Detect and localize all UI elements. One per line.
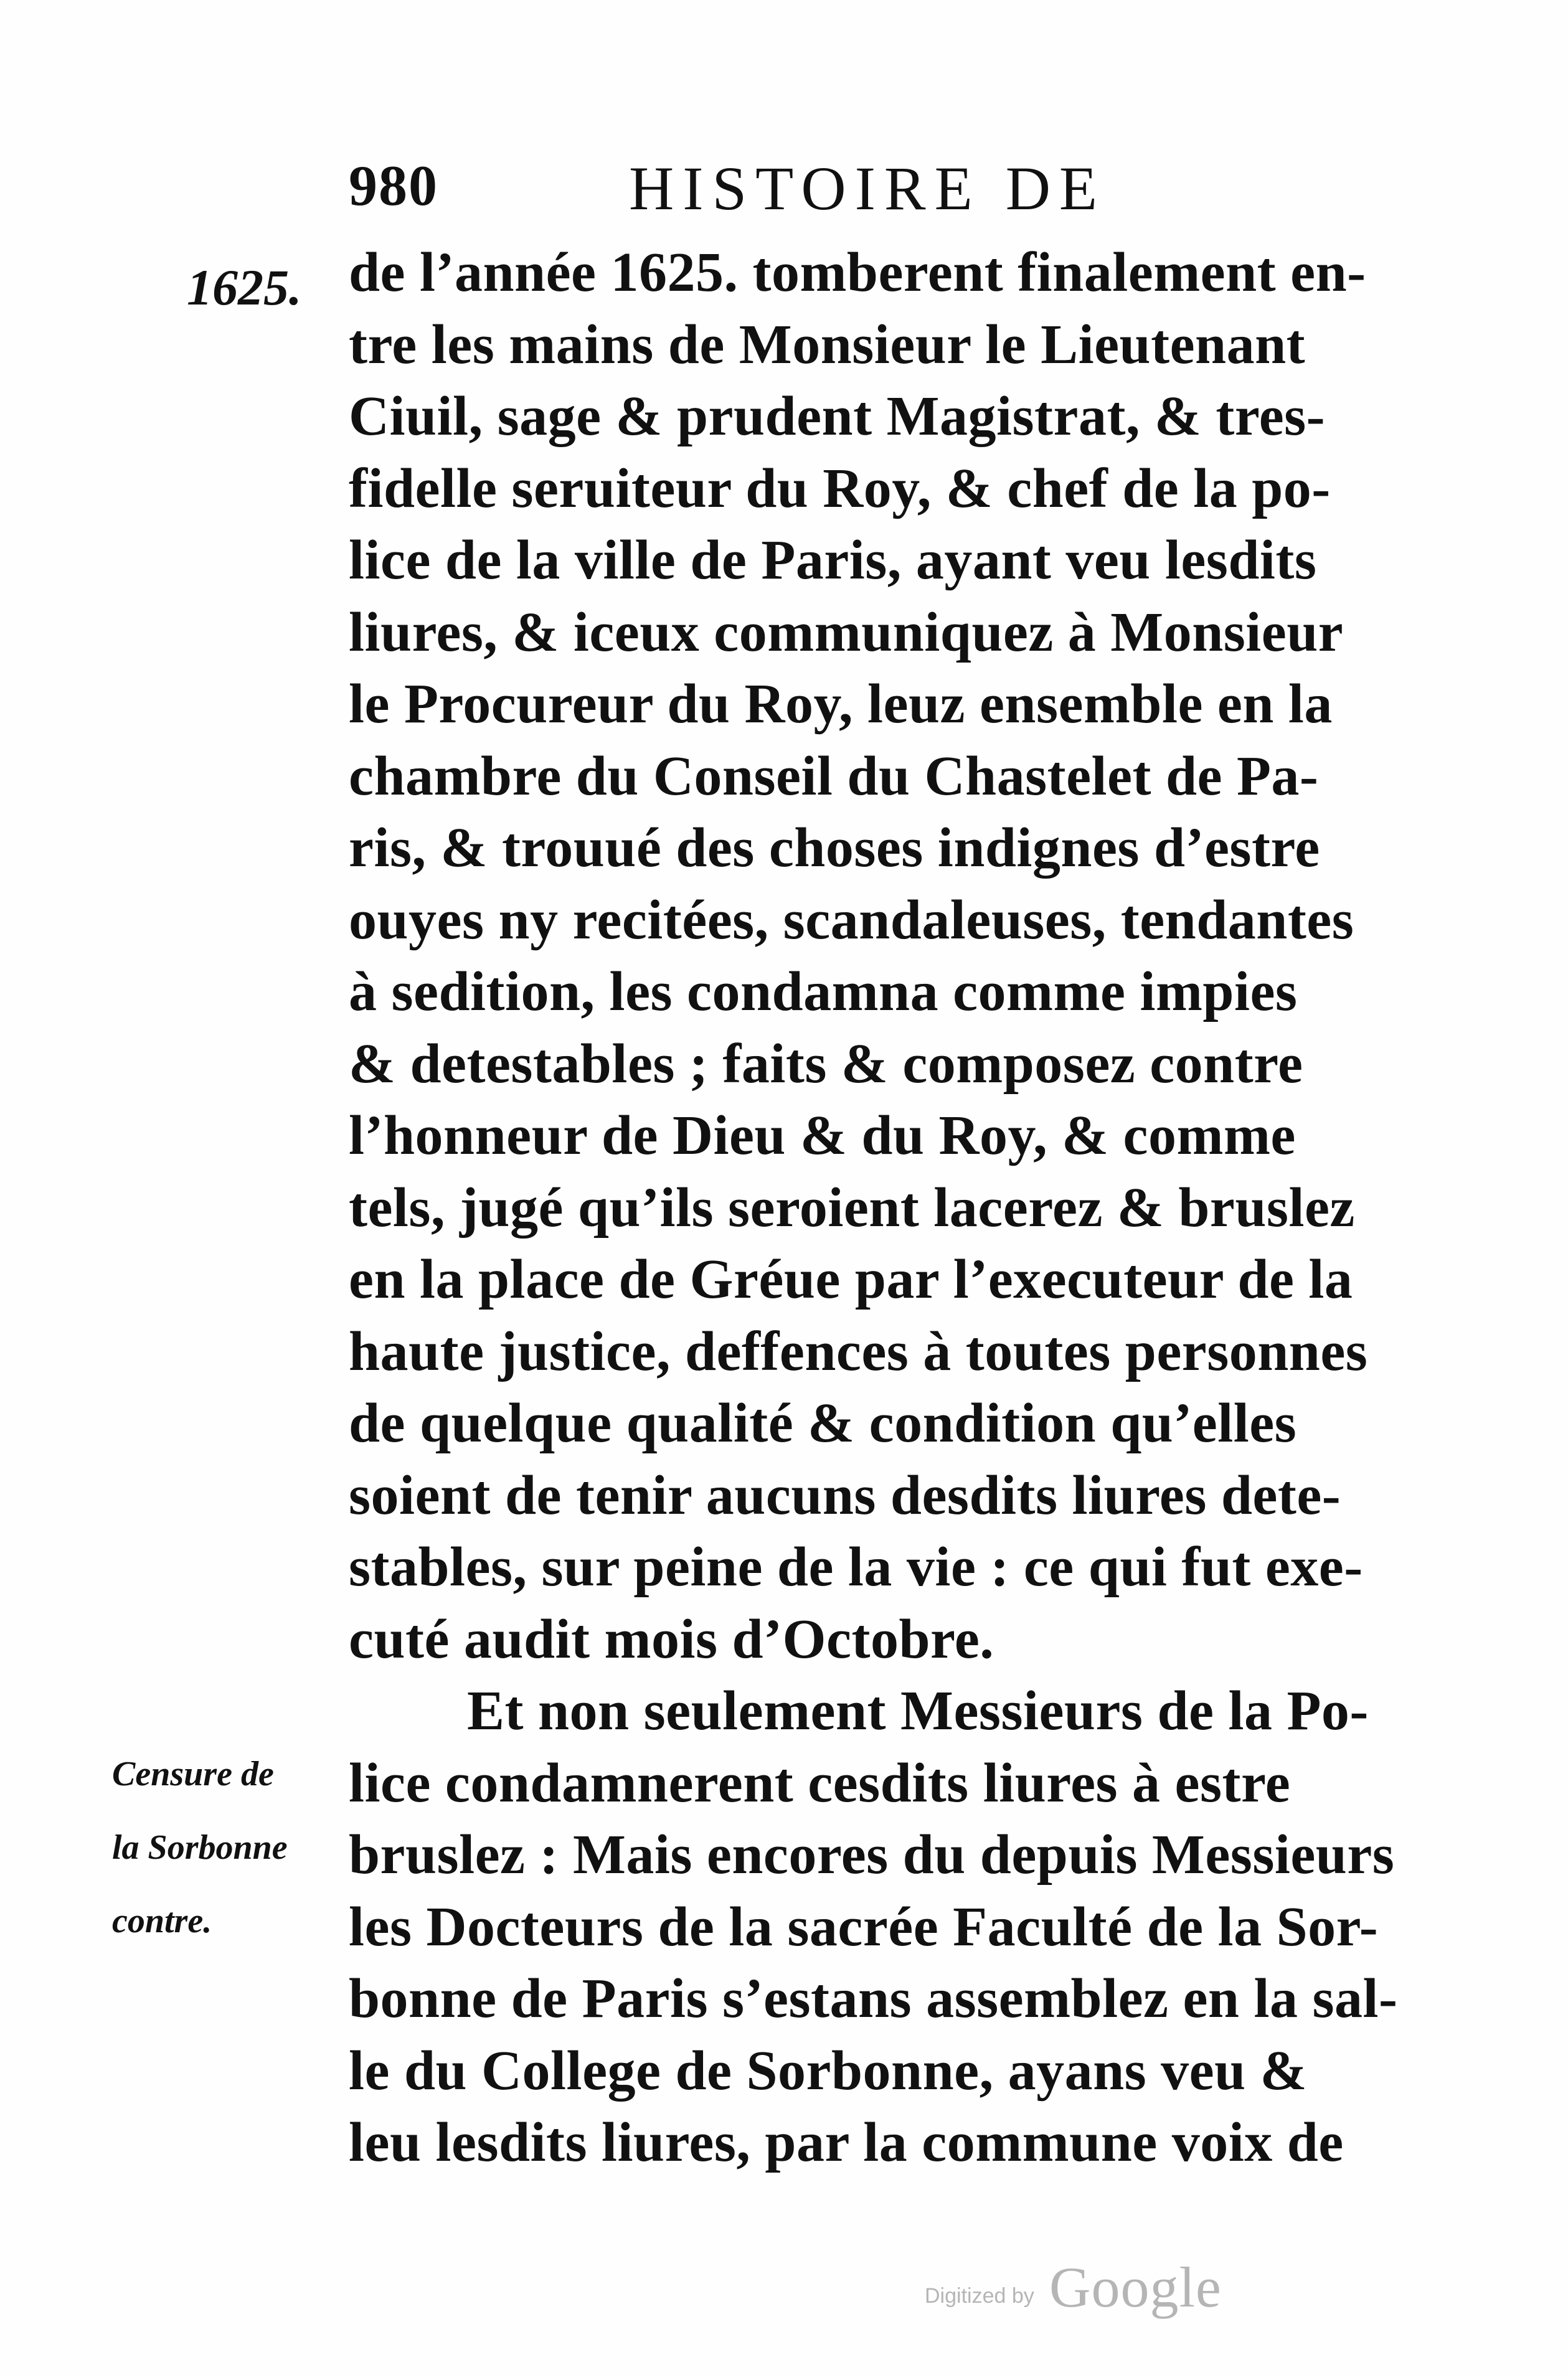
text-line: soient de tenir aucuns desdits liures dete-	[349, 1464, 1341, 1526]
text-line: de quelque qualité & condition qu’elles	[349, 1392, 1297, 1454]
margin-note-line: contre.	[112, 1902, 212, 1940]
margin-note-line: la Sorbonne	[112, 1828, 288, 1867]
text-line: lice de la ville de Paris, ayant veu lesdits	[349, 529, 1317, 591]
margin-note	[112, 1737, 342, 1958]
margin-year: 1625.	[187, 259, 302, 316]
margin-note-line: Censure de	[112, 1755, 274, 1793]
text-line: bonne de Paris s’estans assemblez en la sal-	[349, 1968, 1398, 2029]
google-logo: Google	[1049, 2255, 1222, 2319]
text-line: bruslez : Mais encores du depuis Messieurs	[349, 1824, 1395, 1886]
text-line: Ciuil, sage & prudent Magistrat, & tres-	[349, 385, 1326, 447]
text-line: chambre du Conseil du Chastelet de Pa-	[349, 745, 1319, 807]
text-line: lice condamnerent cesdits liures à estre	[349, 1752, 1291, 1814]
digitized-by-label: Digitized by	[925, 2284, 1034, 2308]
text-line: le du College de Sorbonne, ayans veu &	[349, 2039, 1308, 2102]
text-line: à sedition, les condamna comme impies	[349, 961, 1298, 1022]
text-line: stables, sur peine de la vie : ce qui fut exe-	[349, 1536, 1363, 1598]
paragraph-start-line: Et non seulement Messieurs de la Po-	[467, 1680, 1369, 1742]
text-line: en la place de Gréue par l’executeur de la	[349, 1249, 1353, 1310]
running-title: HISTOIRE DE	[629, 154, 1107, 223]
text-line: leu lesdits liures, par la commune voix de	[349, 2112, 1344, 2173]
text-line: le Procureur du Roy, leuz ensemble en la	[349, 673, 1333, 735]
text-line: l’honneur de Dieu & du Roy, & comme	[349, 1105, 1296, 1166]
text-line: les Docteurs de la sacrée Faculté de la Sor-	[349, 1896, 1379, 1958]
text-line: tre les mains de Monsieur le Lieutenant	[349, 313, 1306, 375]
text-line: tels, jugé qu’ils seroient lacerez & bruslez	[349, 1176, 1355, 1239]
text-line: de l’année 1625. tomberent finalement en-	[349, 242, 1366, 303]
text-line: haute justice, deffences à toutes personnes	[349, 1320, 1368, 1382]
text-line: liures, & iceux communiquez à Monsieur	[349, 601, 1344, 663]
text-line: ouyes ny recitées, scandaleuses, tendantes	[349, 889, 1354, 951]
body-text	[349, 237, 1495, 2179]
page-number: 980	[349, 154, 438, 217]
page-header	[349, 153, 1233, 227]
text-line: ris, & trouué des choses indignes d’estre	[349, 817, 1320, 879]
text-line: & detestables ; faits & composez contre	[349, 1032, 1303, 1095]
text-line: cuté audit mois d’Octobre.	[349, 1608, 994, 1670]
text-line: fidelle seruiteur du Roy, & chef de la po-	[349, 457, 1331, 519]
digitized-watermark	[925, 2254, 1273, 2323]
